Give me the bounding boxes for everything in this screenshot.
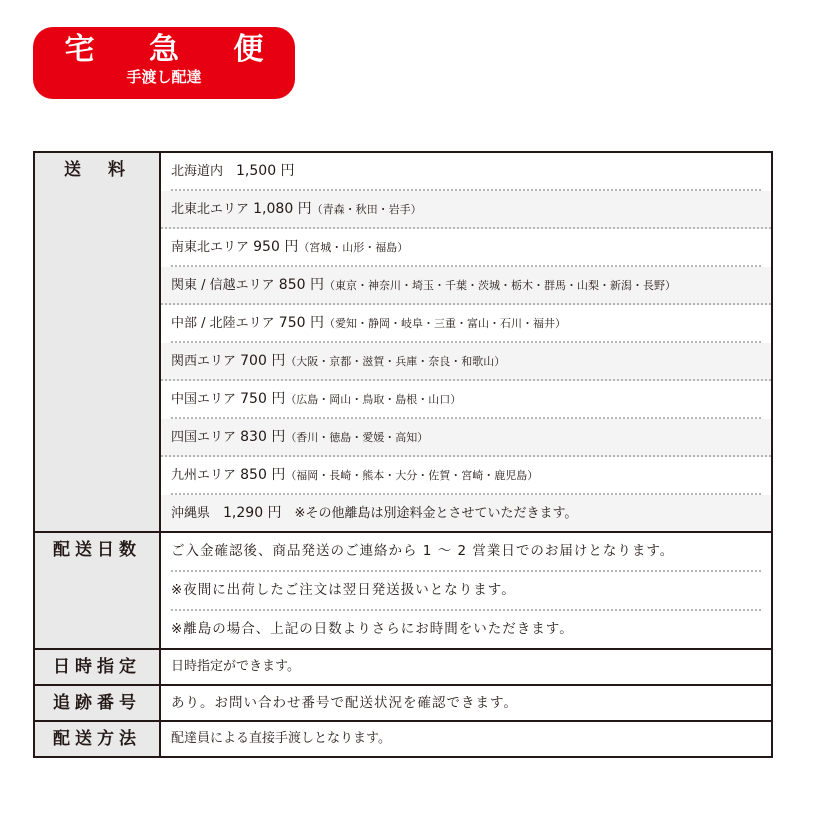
fee-row-kansai: 関西エリア 700 円（大阪・京都・滋賀・兵庫・奈良・和歌山） [161, 343, 771, 381]
fee-row-chugoku: 中国エリア 750 円（広島・岡山・鳥取・島根・山口） [171, 381, 761, 419]
fee-row-north-tohoku: 北東北エリア 1,080 円（青森・秋田・岩手） [161, 191, 771, 229]
fee-row-kanto-shinetsu: 関東 / 信越エリア 850 円（東京・神奈川・埼玉・千葉・茨城・栃木・群馬・山梨・新潟・長野） [161, 267, 771, 305]
fee-row-shikoku: 四国エリア 830 円（香川・徳島・愛媛・高知） [161, 419, 771, 457]
fee-row-chubu-hokuriku: 中部 / 北陸エリア 750 円（愛知・静岡・岐阜・三重・富山・石川・福井） [171, 305, 761, 343]
date-time-value: 日時指定ができます。 [160, 649, 772, 685]
delivery-days-line: ご入金確認後、商品発送のご連絡から 1 〜 2 営業日でのお届けとなります。 [171, 533, 761, 572]
section-delivery-days [34, 532, 772, 649]
section-method [34, 721, 772, 757]
tracking-header: 追跡番号 [34, 685, 160, 721]
date-time-header: 日時指定 [34, 649, 160, 685]
shipping-fee-values [160, 152, 772, 532]
delivery-days-values [160, 532, 772, 649]
fee-row-okinawa: 沖縄県 1,290 円 ※その他離島は別途料金とさせていただきます。 [161, 495, 771, 531]
shipping-fee-header: 送 料 [34, 152, 160, 532]
delivery-days-header: 配送日数 [34, 532, 160, 649]
fee-row-hokkaido: 北海道内 1,500 円 [171, 153, 761, 191]
delivery-days-note-islands: ※離島の場合、上記の日数よりさらにお時間をいただきます。 [171, 621, 574, 637]
tracking-value: あり。お問い合わせ番号で配送状況を確認できます。 [160, 685, 772, 721]
section-date-time [34, 649, 772, 685]
method-value: 配達員による直接手渡しとなります。 [160, 721, 772, 757]
fee-row-south-tohoku: 南東北エリア 950 円（宮城・山形・福島） [171, 229, 761, 267]
delivery-days-note-night: ※夜間に出荷したご注文は翌日発送扱いとなります。 [171, 572, 761, 611]
badge-title: 宅 急 便 [64, 32, 286, 67]
method-header: 配送方法 [34, 721, 160, 757]
badge-subtitle: 手渡し配達 [126, 68, 202, 86]
fee-row-kyushu: 九州エリア 850 円（福岡・長崎・熊本・大分・佐賀・宮崎・鹿児島） [171, 457, 761, 495]
section-shipping-fee [34, 152, 772, 532]
shipping-info-table [33, 151, 773, 758]
service-badge [33, 27, 295, 99]
section-tracking [34, 685, 772, 721]
